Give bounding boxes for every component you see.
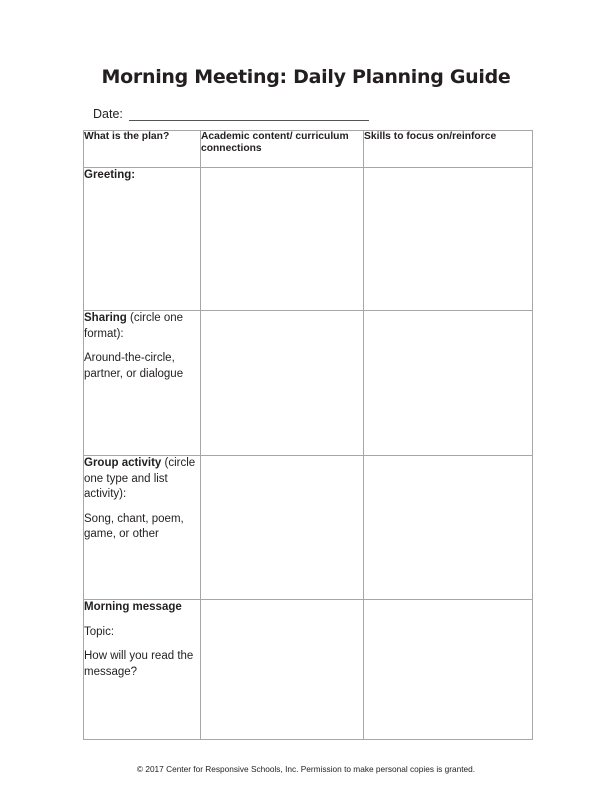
header-plan: What is the plan?	[84, 131, 201, 168]
plan-cell-greeting	[84, 168, 201, 311]
planning-table	[83, 130, 533, 740]
header-academic: Academic content/ curriculum connections	[201, 131, 364, 168]
table-row-sharing	[84, 311, 533, 456]
row-label: Greeting:	[84, 169, 136, 181]
table-row-group-activity	[84, 456, 533, 600]
academic-cell-sharing[interactable]	[201, 311, 364, 456]
message-read-question: How will you read the message?	[84, 650, 194, 678]
copyright-footer: © 2017 Center for Responsive Schools, Inc. Permission to make personal copies is granted.	[136, 764, 476, 774]
academic-cell-group-activity[interactable]	[201, 456, 364, 600]
academic-cell-greeting[interactable]	[201, 168, 364, 311]
academic-cell-morning-message[interactable]	[201, 600, 364, 740]
skills-cell-morning-message[interactable]	[364, 600, 533, 740]
plan-cell-morning-message	[84, 600, 201, 740]
plan-cell-group-activity	[84, 456, 201, 600]
date-label: Date:	[93, 107, 123, 121]
plan-cell-sharing	[84, 311, 201, 456]
date-input-line[interactable]	[129, 108, 369, 121]
activity-types: Song, chant, poem, game, or other	[84, 512, 184, 540]
table-row-greeting	[84, 168, 533, 311]
message-topic-label: Topic:	[84, 625, 115, 638]
table-row-morning-message	[84, 600, 533, 740]
date-field	[93, 107, 369, 121]
skills-cell-greeting[interactable]	[364, 168, 533, 311]
sharing-formats: Around-the-circle, partner, or dialogue	[84, 352, 184, 380]
row-label: Morning message	[84, 601, 182, 613]
row-label-note: (circle one format):	[84, 312, 184, 340]
skills-cell-sharing[interactable]	[364, 311, 533, 456]
header-skills: Skills to focus on/reinforce	[364, 131, 533, 168]
row-label: Sharing	[84, 312, 127, 324]
row-label-note: (circle one type and list activity):	[84, 457, 196, 500]
skills-cell-group-activity[interactable]	[364, 456, 533, 600]
table-header-row	[84, 131, 533, 168]
row-label: Group activity	[84, 457, 162, 469]
page-title: Morning Meeting: Daily Planning Guide	[101, 66, 511, 88]
